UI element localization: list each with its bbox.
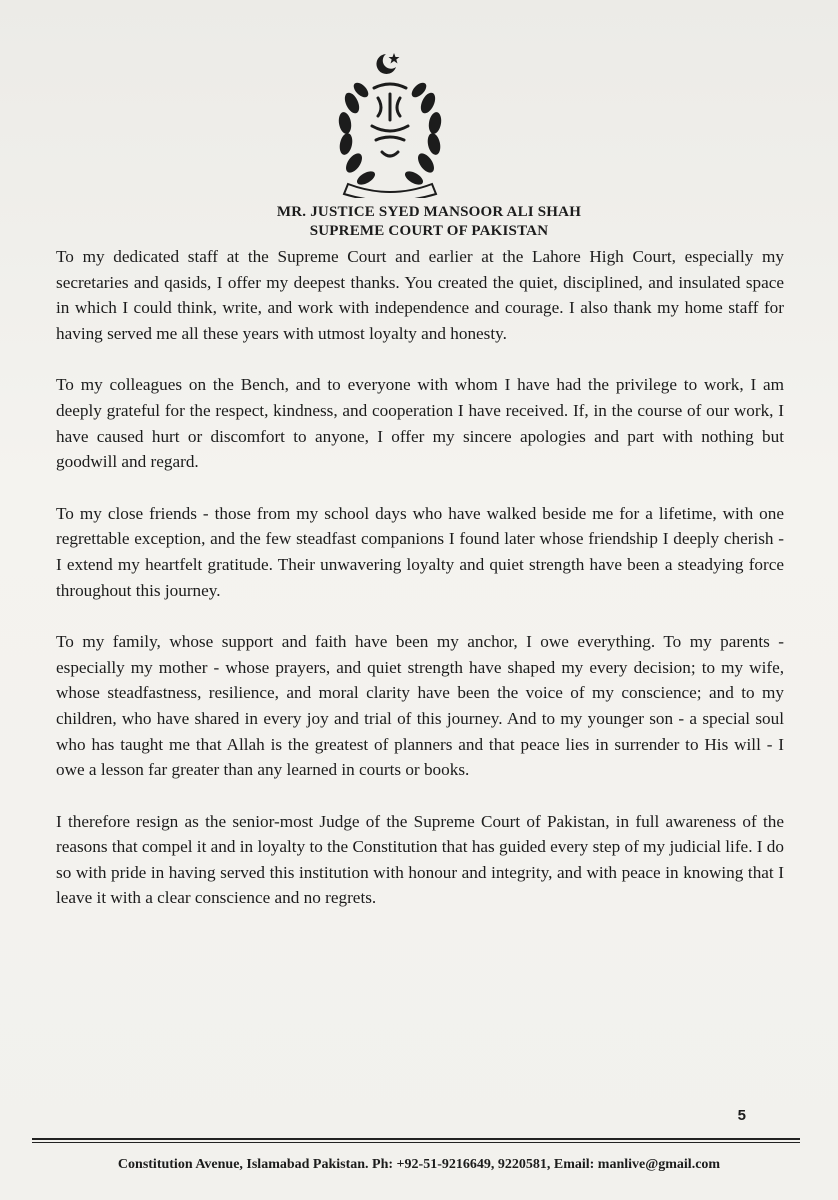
court-name: SUPREME COURT OF PAKISTAN — [309, 223, 549, 239]
letter-body — [56, 244, 784, 937]
paragraph-colleagues: To my colleagues on the Bench, and to everyone with whom I have had the privilege to work, I am deeply grateful for the respect, kindness, and cooperation I have received. If, in the course of our work, I have caused hurt or discomfort to anyone, I offer my sincere apologies and part with nothing but goodwill and regard. — [56, 375, 784, 472]
paragraph-family: To my family, whose support and faith have been my anchor, I owe everything. To my parents - especially my mother - whose prayers, and quiet strength have shaped my every decision; to my wife, whose steadfastness, resilience, and moral clarity have been the voice of my conscience; and to my children, who have shared in every joy and trial of this journey. And to my younger son - a special soul who has taught me that Allah is the greatest of planners and that peace lies in surrender to His will - I owe a lesson far greater than any learned in courts or books. — [56, 632, 784, 780]
paragraph-friends: To my close friends - those from my school days who have walked beside me for a lifetime, with one regrettable exception, and the few steadfast companions I found later whose friendship I deeply cherish - I extend my heartfelt gratitude. Their unwavering loyalty and quiet strength have been a steadying force throughout this journey. — [56, 503, 784, 600]
footer-address: Constitution Avenue, Islamabad Pakistan. Ph: +92-51-9216649, 9220581, Email: manlive@gmail.com — [117, 1157, 721, 1172]
judge-name: MR. JUSTICE SYED MANSOOR ALI SHAH — [276, 204, 582, 220]
paragraph-staff: To my dedicated staff at the Supreme Court and earlier at the Lahore High Court, especially my secretaries and qasids, I offer my deepest thanks. You created the quiet, disciplined, and insulated space in which I could think, write, and work with independence and courage. I also thank my home staff for having served me all these years with utmost loyalty and honesty. — [56, 247, 784, 343]
footer-divider — [32, 1138, 800, 1140]
footer-divider-thin — [32, 1142, 800, 1143]
supreme-court-emblem-icon — [330, 48, 450, 198]
page-number: 5 — [737, 1107, 746, 1124]
paragraph-resignation: I therefore resign as the senior-most Judge of the Supreme Court of Pakistan, in full awareness of the reasons that compel it and in loyalty to the Constitution that has guided every step of my judicial life. I do so with pride in having served this institution with honour and integrity, and with peace in knowing that I leave it with a clear conscience and no regrets. — [56, 811, 784, 908]
